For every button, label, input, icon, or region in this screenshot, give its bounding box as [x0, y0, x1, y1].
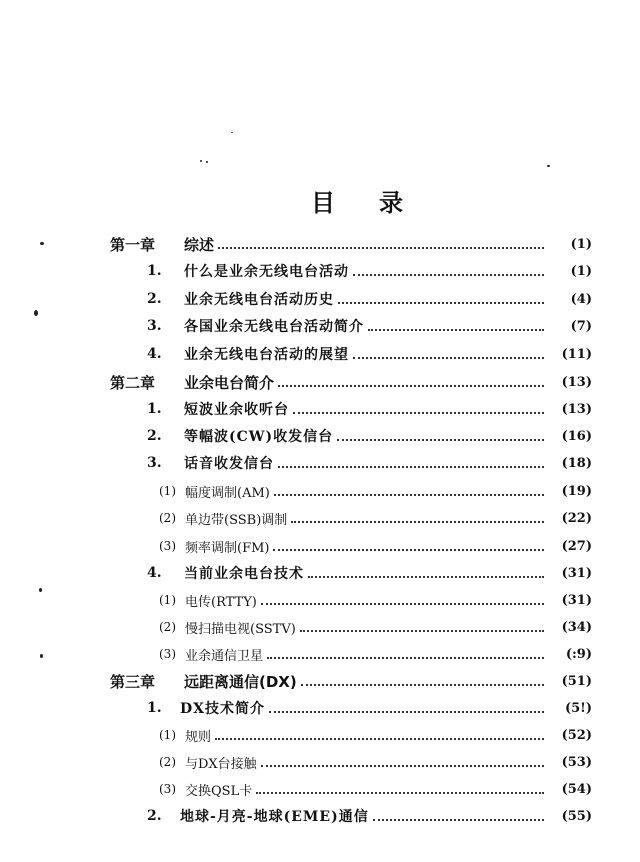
title-char-2: 录 [379, 189, 403, 217]
entry-title: 业余电台简介 [184, 373, 275, 392]
dot-leader [218, 247, 544, 249]
dot-leader [291, 521, 544, 523]
dot-leader [337, 439, 544, 441]
entry-title: 什么是业余无线电台活动 [184, 264, 349, 280]
page-number: (27) [561, 538, 592, 554]
dot-leader [373, 819, 544, 821]
dot-leader [368, 329, 544, 331]
page-number: (13) [561, 401, 592, 417]
scan-speck [39, 588, 42, 592]
scan-speck [40, 654, 43, 658]
page-number: (51) [561, 673, 592, 689]
dot-leader [267, 657, 544, 659]
dot-leader [274, 494, 544, 496]
entry-title: DX技术简介 [180, 701, 266, 717]
entry-title: 与DX台接触 [185, 756, 257, 772]
title-char-1: 目 [311, 189, 335, 217]
page-number: (54) [561, 781, 592, 797]
toc-entry-subsection [159, 615, 592, 639]
entry-title: 各国业余无线电台活动简介 [184, 319, 364, 335]
dot-leader [338, 302, 544, 304]
entry-number: (3) [159, 782, 176, 796]
page-number: (31) [561, 592, 592, 608]
toc-entry-section [147, 696, 592, 720]
entry-number: (3) [159, 647, 176, 661]
entry-number: (2) [159, 620, 176, 634]
entry-title: 当前业余电台技术 [184, 566, 304, 582]
page-number: (31) [561, 565, 592, 581]
scan-speck [231, 132, 233, 133]
dot-leader [300, 630, 544, 632]
dot-leader [269, 711, 544, 713]
entry-number: 1. [147, 263, 162, 279]
toc-entry-section [147, 397, 592, 421]
toc-entry-section [147, 342, 592, 366]
entry-number: (1) [159, 728, 176, 742]
entry-title: 慢扫描电视(SSTV) [185, 621, 296, 637]
toc-entry-chapter [110, 669, 592, 693]
scan-speck [547, 165, 550, 167]
dot-leader [293, 412, 544, 414]
entry-number: 3. [147, 455, 162, 471]
toc-entry-section [147, 259, 592, 283]
entry-title: 等幅波(CW)收发信台 [184, 429, 334, 445]
dot-leader [353, 357, 544, 359]
entry-number: 第三章 [110, 672, 156, 691]
entry-number: (2) [159, 755, 176, 769]
entry-title: 业余通信卫星 [185, 648, 264, 664]
entry-number: (1) [159, 484, 176, 498]
entry-title: 电传(RTTY) [185, 594, 257, 610]
entry-number: 2. [147, 428, 162, 444]
dot-leader [256, 792, 544, 794]
toc-entry-section [147, 561, 592, 585]
entry-title: 规则 [185, 729, 212, 745]
dot-leader [278, 385, 544, 387]
entry-title: 业余无线电台活动历史 [184, 292, 334, 308]
dot-leader [301, 684, 544, 686]
page-number: (:9) [565, 646, 592, 662]
scan-speck [206, 161, 208, 163]
page-number: (7) [570, 318, 592, 334]
entry-number: 3. [147, 318, 162, 334]
entry-title: 短波业余收听台 [184, 402, 289, 418]
page-number: (18) [561, 455, 592, 471]
entry-number: (1) [159, 593, 176, 607]
entry-title: 远距离通信(DX) [184, 672, 297, 691]
page-number: (13) [561, 374, 592, 390]
page-number: (53) [561, 754, 592, 770]
toc-entry-subsection [159, 588, 592, 612]
dot-leader [215, 738, 544, 740]
dot-leader [353, 274, 544, 276]
entry-number: 1. [147, 700, 162, 716]
dot-leader [261, 765, 544, 767]
scan-speck [34, 310, 38, 316]
entry-number: 4. [147, 346, 162, 362]
scan-speck [200, 160, 202, 162]
toc-entry-section [147, 451, 592, 475]
entry-title: 单边带(SSB)调制 [185, 512, 288, 528]
page-number: (52) [561, 727, 592, 743]
page-number: (22) [561, 510, 592, 526]
toc-entry-section [147, 804, 592, 828]
toc-entry-subsection [159, 506, 592, 530]
toc-entry-section [147, 287, 592, 311]
toc-entry-subsection [159, 642, 592, 666]
entry-number: 1. [147, 401, 162, 417]
toc-entry-subsection [159, 723, 592, 747]
page-number: (5!) [564, 700, 592, 716]
page-number: (55) [561, 808, 592, 824]
toc-entry-section [147, 424, 592, 448]
page-number: (19) [561, 483, 592, 499]
entry-number: 第二章 [110, 373, 156, 392]
entry-title: 频率调制(FM) [185, 540, 270, 556]
page-number: (1) [570, 263, 592, 279]
toc-entry-section [147, 314, 592, 338]
entry-title: 交换QSL卡 [185, 783, 253, 799]
toc-entry-chapter [110, 370, 592, 394]
toc-entry-subsection [159, 750, 592, 774]
page-number: (4) [570, 291, 592, 307]
scan-speck [40, 242, 44, 245]
page-number: (16) [561, 428, 592, 444]
page-number: (34) [561, 619, 592, 635]
entry-title: 话音收发信台 [184, 456, 274, 472]
toc-entry-subsection [159, 479, 592, 503]
dot-leader [273, 549, 544, 551]
entry-title: 地球-月亮-地球(EME)通信 [180, 809, 369, 825]
entry-title: 幅度调制(AM) [185, 485, 270, 501]
entry-number: 4. [147, 565, 162, 581]
page-number: (1) [570, 236, 592, 252]
entry-number: (2) [159, 511, 176, 525]
entry-number: 第一章 [110, 235, 156, 254]
toc-entry-subsection [159, 777, 592, 801]
entry-title: 业余无线电台活动的展望 [184, 347, 349, 363]
entry-number: (3) [159, 539, 176, 553]
toc-entry-subsection [159, 534, 592, 558]
dot-leader [261, 603, 544, 605]
entry-number: 2. [147, 291, 162, 307]
entry-title: 综述 [184, 235, 215, 254]
entry-number: 2. [147, 808, 162, 824]
dot-leader [308, 576, 544, 578]
toc-entry-chapter [110, 232, 592, 256]
dot-leader [278, 466, 544, 468]
page-number: (11) [561, 346, 592, 362]
